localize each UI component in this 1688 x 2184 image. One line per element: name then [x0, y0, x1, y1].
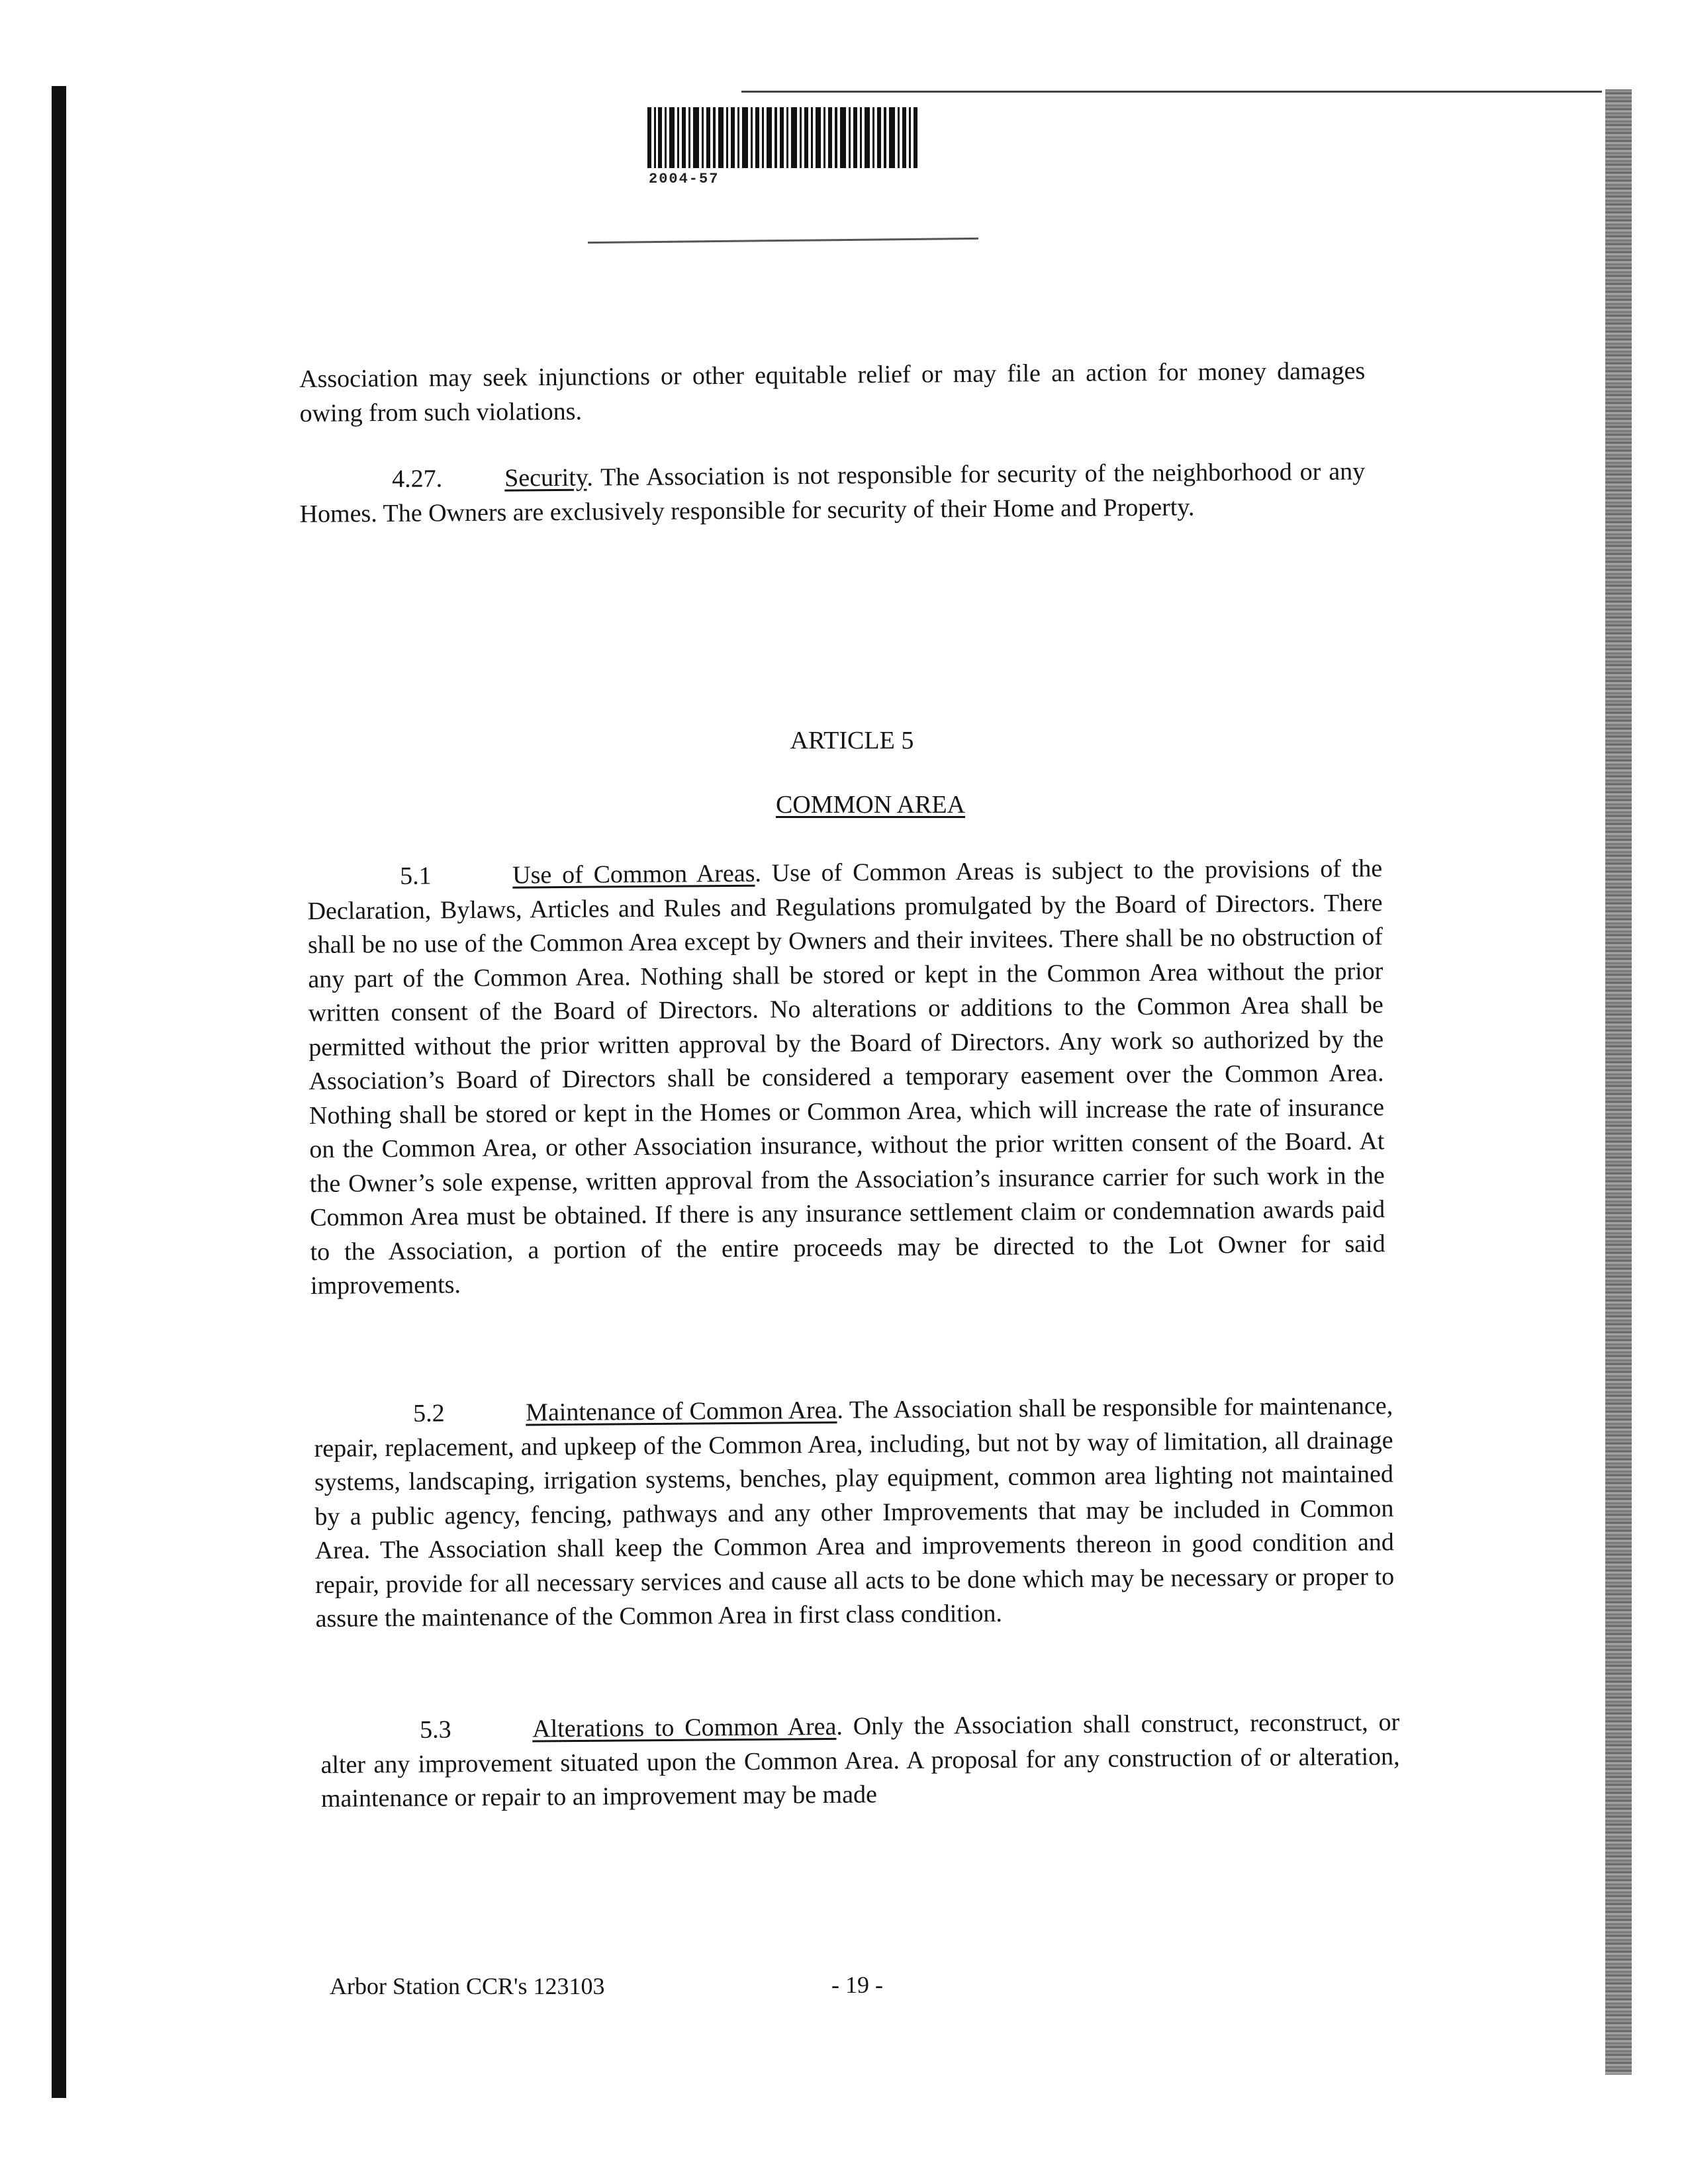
section-4-27: 4.27. Security. The Association is not responsible for security of the neighborhood or any Homes. The Owners are exclusively responsible for security of their Home and Property. — [299, 457, 1366, 528]
section-body: The Association shall be responsible for maintenance, repair, replacement, and upkeep of the Common Area, including, but not by way of limitation, all drainage systems, landscaping, irrigation systems, benches, play equipment, common area lighting not maintained by a public agency, fencing, pathways and any other Improvements that may be included in Common Area. The Association shall keep the Common Area and improvements thereon in good condition and repair, provide for all necessary services and cause all acts to be done which may be necessary or proper to assure the maintenance of the Common Area in first class condition. — [314, 1392, 1395, 1633]
section-number: 5.1 — [400, 862, 432, 890]
footer-document-name: Arbor Station CCR's 123103 — [330, 1973, 605, 1999]
section-number: 5.3 — [420, 1715, 451, 1744]
footer-page-number: - 19 - — [831, 1972, 883, 1998]
article-label: ARTICLE 5 — [790, 727, 914, 754]
stamp-rule — [588, 238, 978, 244]
article-heading — [0, 725, 1688, 756]
scan-left-border — [52, 86, 66, 2098]
section-body: Use of Common Areas is subject to the provisions of the Declaration, Bylaws, Articles and Rules and Regulations promulgated by the Board of Directors. There shall be no use of the Common Area except by Owners and their invitees. There shall be no obstruction of any part of the Common Area. Nothing shall be stored or kept in the Common Area without the prior written consent of the Board of Directors. No alterations or additions to the Common Area shall be permitted without the prior written approval by the Board of Directors. Any work so authorized by the Association’s Board of Directors shall be considered a temporary easement over the Common Area. Nothing shall be stored or kept in the Homes or Common Area, which will increase the rate of insurance on the Common Area, or other Association insurance, without the prior written consent of the Board. At the Owner’s sole expense, written approval from the Association’s insurance carrier for such work in the Common Area must be obtained. If there is any insurance settlement claim or condemnation awards paid to the Association, a portion of the entire proceeds may be directed to the Lot Owner for said improvements. — [307, 854, 1385, 1300]
section-number: 4.27. — [392, 465, 443, 493]
barcode-icon — [647, 107, 917, 168]
section-5-3: 5.3 Alterations to Common Area. Only the Association shall construct, reconstruct, or alter any improvement situated upon the Common Area. A proposal for any construction of or alteration, maintenance or repair to an improvement may be made — [320, 1708, 1400, 1813]
section-body: Only the Association shall construct, reconstruct, or alter any improvement situated upon the Common Area. A proposal for any construction of or alteration, maintenance or repair to an improvement may be made — [320, 1708, 1400, 1813]
barcode-number: 2004-57 — [649, 171, 720, 187]
section-title: Alterations to Common Area — [532, 1712, 837, 1743]
article-title-heading — [0, 789, 1688, 821]
article-title: COMMON AREA — [775, 791, 966, 819]
scan-right-edge — [1605, 89, 1632, 2075]
section-5-1: 5.1 Use of Common Areas. Use of Common Areas is subject to the provisions of the Declaration, Bylaws, Articles and Rules and Regulations promulgated by the Board of Directors. There shall be no use of the Common Area except by Owners and their invitees. There shall be no obstruction of any part of the Common Area. Nothing shall be stored or kept in the Common Area without the prior written consent of the Board of Directors. No alterations or additions to the Common Area shall be permitted without the prior written approval by the Board of Directors. Any work so authorized by the Association’s Board of Directors shall be considered a temporary easement over the Common Area. Nothing shall be stored or kept in the Homes or Common Area, which will increase the rate of insurance on the Common Area, or other Association insurance, without the prior written consent of the Board. At the Owner’s sole expense, written approval from the Association’s insurance carrier for such work in the Common Area must be obtained. If there is any insurance settlement claim or condemnation awards paid to the Association, a portion of the entire proceeds may be directed to the Lot Owner for said improvements. — [307, 854, 1385, 1300]
section-title: Maintenance of Common Area — [526, 1396, 837, 1427]
section-body: The Association is not responsible for security of the neighborhood or any Homes. The Owners are exclusively responsible for security of their Home and Property. — [299, 457, 1366, 528]
continuation-paragraph: Association may seek injunctions or other equitable relief or may file an action for money damages owing from such violations. — [299, 357, 1366, 428]
section-title: Use of Common Areas — [512, 859, 755, 889]
section-title: Security — [504, 463, 587, 492]
section-number: 5.2 — [413, 1399, 445, 1428]
section-5-2: 5.2 Maintenance of Common Area. The Association shall be responsible for maintenance, repair, replacement, and upkeep of the Common Area, including, but not by way of limitation, all drainage systems, landscaping, irrigation systems, benches, play equipment, common area lighting not maintained by a public agency, fencing, pathways and any other Improvements that may be included in Common Area. The Association shall keep the Common Area and improvements thereon in good condition and repair, provide for all necessary services and cause all acts to be done which may be necessary or proper to assure the maintenance of the Common Area in first class condition. — [314, 1392, 1395, 1633]
scan-top-rule — [741, 91, 1602, 93]
